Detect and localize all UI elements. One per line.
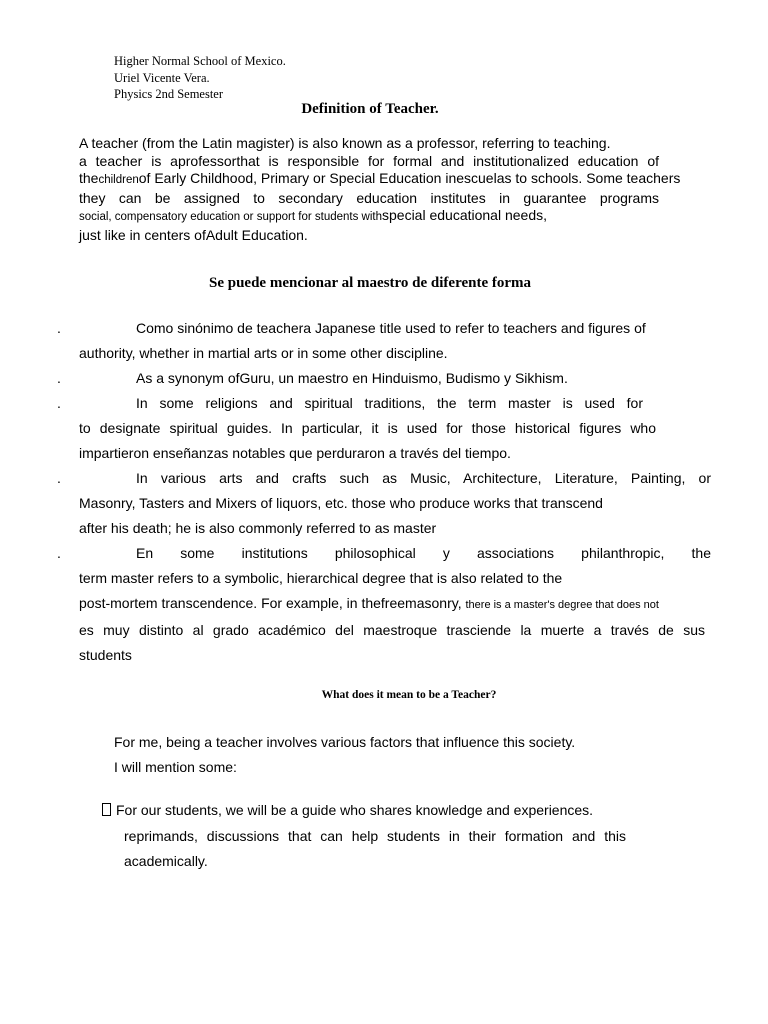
list-line: after his death; he is also commonly referred to as master [79,520,437,536]
list-item: . In various arts and crafts such as Music, Architecture, Literature, Painting, or [79,466,711,491]
list-line: Masonry, Tasters and Mixers of liquors, etc. those who produce works that transcend [79,495,603,511]
bullet-line: For our students, we will be a guide who shares knowledge and experiences. [102,798,626,824]
bullet-dot: . [57,395,61,411]
list-line: to designate spiritual guides. In particular, it is used for those historical figures who [79,420,656,436]
course-name: Physics 2nd Semester [114,87,224,101]
opinion-line: I will mention some: [114,759,237,775]
opinion-paragraph [114,730,575,780]
intro-line: they can be assigned to secondary education institutes in guarantee programs [79,189,659,206]
list-line: authority, whether in martial arts or in some other discipline. [79,345,448,361]
intro-paragraph [79,135,681,244]
intro-line: just like in centers ofAdult Education. [79,226,308,243]
list-item: . Como sinónimo de teachera Japanese title used to refer to teachers and figures of [79,316,711,341]
list-item: . In some religions and spiritual traditions, the term master is used for [79,391,643,416]
list-line: impartieron enseñanzas notables que perduraron a través del tiempo. [79,445,511,461]
list-line: es muy distinto al grado académico del maestroque trasciende la muerte a través de sus [79,622,705,638]
forms-list [57,316,711,668]
intro-line: thechildrenof Early Childhood, Primary or Special Education inescuelas to schools. Some teachers [79,170,681,186]
title-definition: Definition of Teacher. [301,101,439,117]
bullet-line: reprimands, discussions that can help students in their formation and this [124,827,626,844]
title-question: What does it mean to be a Teacher? [321,689,497,701]
school-name: Higher Normal School of Mexico. [114,54,286,68]
author-name: Uriel Vicente Vera. [114,70,210,85]
list-item: . As a synonym ofGuru, un maestro en Hinduismo, Budismo y Sikhism. [79,366,711,391]
bullet-dot: . [57,470,61,486]
list-line: students [79,647,132,663]
students-bullet [102,798,626,875]
list-line: post-mortem transcendence. For example, in thefreemasonry, there is a master's degree that does not [79,595,659,611]
bullet-dot: . [57,370,61,386]
bullet-dot: . [57,320,61,336]
document-header [114,53,286,103]
opinion-line: For me, being a teacher involves various factors that influence this society. [114,734,576,750]
intro-line: A teacher (from the Latin magister) is also known as a professor, referring to teaching. [79,135,611,151]
box-bullet-icon [102,803,111,816]
list-line: term master refers to a symbolic, hierarchical degree that is also related to the [79,570,563,586]
list-item: . En some institutions philosophical y associations philanthropic, the [79,541,711,566]
title-forms: Se puede mencionar al maestro de diferente forma [208,275,532,291]
intro-line: social, compensatory education or support for students withspecial educational needs, [79,207,548,223]
bullet-dot: . [57,545,61,561]
intro-line: a teacher is aprofessorthat is responsible for formal and institutionalized education of [79,152,659,169]
bullet-line: academically. [124,853,208,869]
